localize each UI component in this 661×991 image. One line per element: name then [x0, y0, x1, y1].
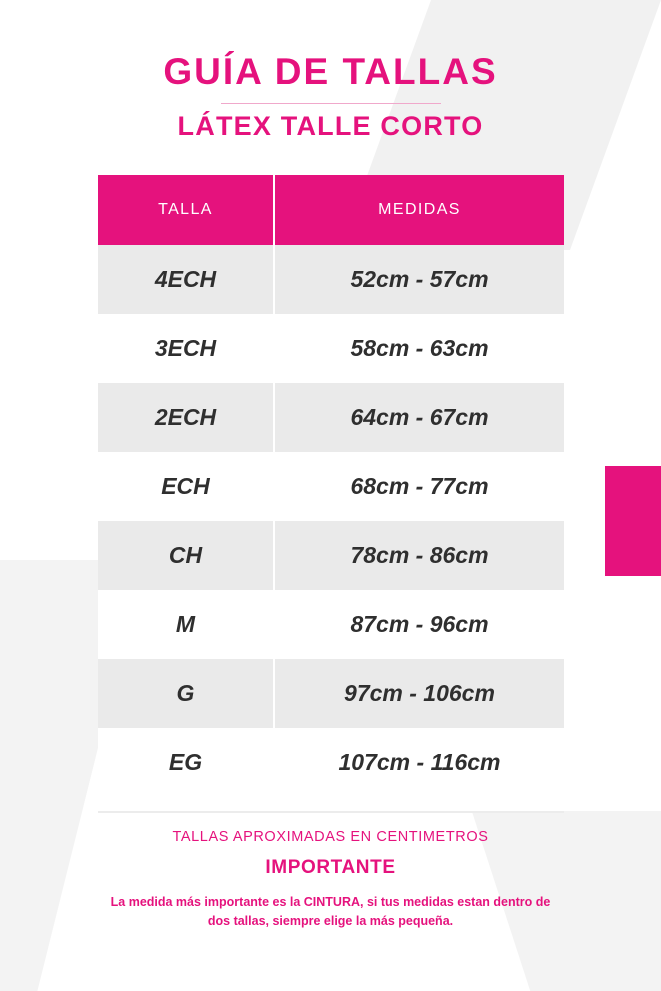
- cell-talla: 4ECH: [98, 245, 274, 314]
- cell-medidas: 107cm - 116cm: [274, 728, 564, 797]
- size-table: [98, 175, 564, 797]
- table-row: [98, 383, 564, 452]
- cell-medidas: 78cm - 86cm: [274, 521, 564, 590]
- cell-talla: G: [98, 659, 274, 728]
- cell-talla: CH: [98, 521, 274, 590]
- cell-talla: EG: [98, 728, 274, 797]
- cell-medidas: 58cm - 63cm: [274, 314, 564, 383]
- footer-divider: [98, 811, 564, 813]
- table-row: [98, 728, 564, 797]
- cell-medidas: 68cm - 77cm: [274, 452, 564, 521]
- page-subtitle: LÁTEX TALLE CORTO: [177, 110, 484, 141]
- title-block: [98, 0, 563, 141]
- cell-talla: 3ECH: [98, 314, 274, 383]
- table-row: [98, 245, 564, 314]
- cell-talla: M: [98, 590, 274, 659]
- page-title: GUÍA DE TALLAS: [163, 51, 498, 92]
- footer-note-text: La medida más importante es la CINTURA, si tus medidas estan dentro de dos tallas, siempre elige la más pequeña.: [110, 895, 551, 929]
- table-row: [98, 521, 564, 590]
- table-header: [98, 175, 564, 245]
- footer-important-heading: IMPORTANTE: [265, 857, 396, 879]
- cell-medidas: 52cm - 57cm: [274, 245, 564, 314]
- footer: [98, 829, 563, 931]
- cell-medidas: 64cm - 67cm: [274, 383, 564, 452]
- table-header-row: [98, 175, 564, 245]
- cell-talla: ECH: [98, 452, 274, 521]
- table-row: [98, 590, 564, 659]
- footer-approx-text: TALLAS APROXIMADAS EN CENTIMETROS: [172, 829, 489, 846]
- table-row: [98, 314, 564, 383]
- cell-medidas: 97cm - 106cm: [274, 659, 564, 728]
- table-row: [98, 659, 564, 728]
- title-divider: [221, 103, 441, 104]
- column-header-medidas: MEDIDAS: [274, 175, 564, 245]
- column-header-talla: TALLA: [98, 175, 274, 245]
- table-row: [98, 452, 564, 521]
- table-body: [98, 245, 564, 797]
- cell-talla: 2ECH: [98, 383, 274, 452]
- cell-medidas: 87cm - 96cm: [274, 590, 564, 659]
